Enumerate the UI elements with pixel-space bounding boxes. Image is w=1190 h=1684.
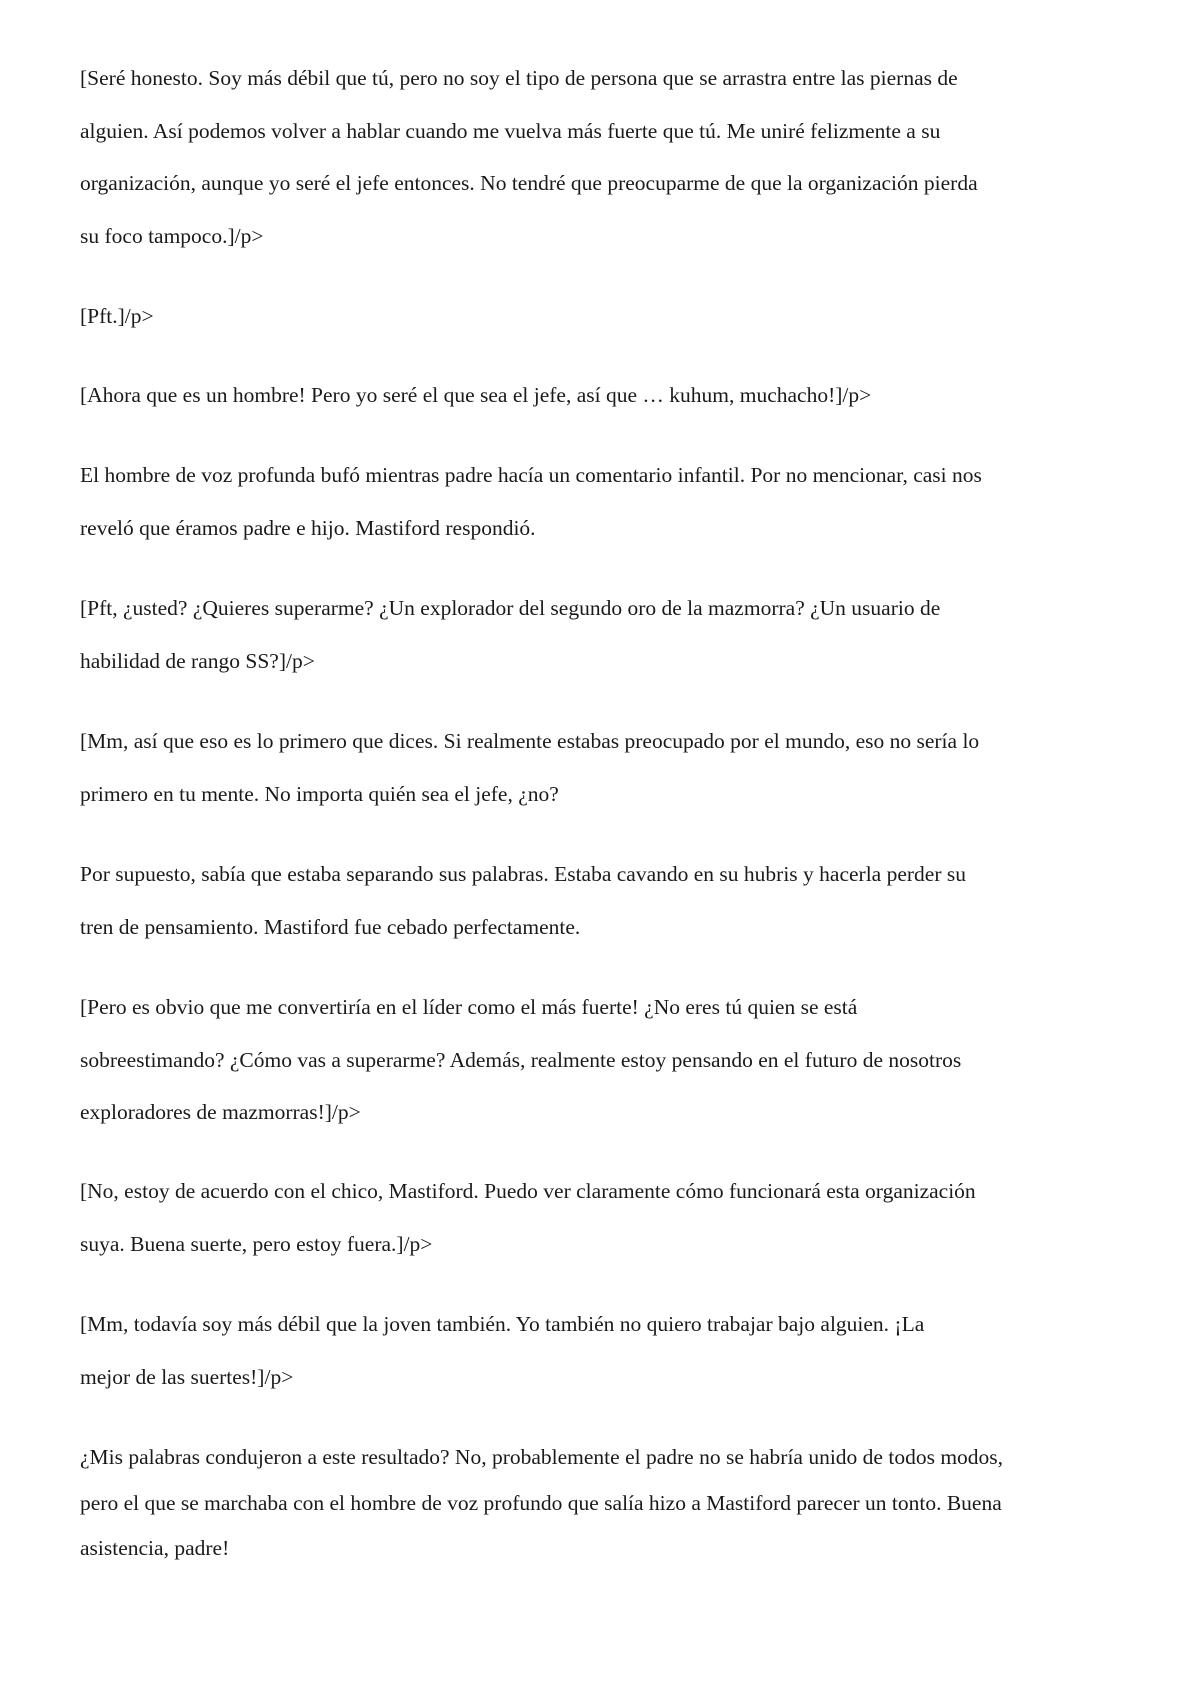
text-line: suya. Buena suerte, pero estoy fuera.]/p> [80,1231,433,1256]
text-line: exploradores de mazmorras!]/p> [80,1100,361,1124]
text-line: [Pft, ¿usted? ¿Quieres superarme? ¿Un explorador del segundo oro de la mazmorra? ¿Un usuario de [80,596,941,620]
text-line: [Seré honesto. Soy más débil que tú, pero no soy el tipo de persona que se arrastra entre las piernas de [80,66,958,90]
paragraph-11 [80,1435,1120,1572]
text-line: su foco tampoco.]/p> [80,223,264,248]
text-line: tren de pensamiento. Mastiford fue cebado perfectamente. [80,914,581,939]
paragraph-4 [80,449,1120,554]
text-line: alguien. Así podemos volver a hablar cuando me vuelva más fuerte que tú. Me uniré felizmente a su [80,118,941,143]
text-line: organización, aunque yo seré el jefe entonces. No tendré que preocuparme de que la organización pierda [80,171,978,195]
paragraph-5 [80,582,1120,687]
text-line: mejor de las suertes!]/p> [80,1364,294,1389]
paragraph-3 [80,369,1120,422]
paragraph-6 [80,715,1120,820]
text-line: [Pft.]/p> [80,304,154,328]
text-line: [Mm, todavía soy más débil que la joven también. Yo también no quiero trabajar bajo alguien. ¡La [80,1312,925,1336]
text-line: [Ahora que es un hombre! Pero yo seré el que sea el jefe, así que … kuhum, muchacho!]/p> [80,383,872,407]
text-line: reveló que éramos padre e hijo. Mastiford respondió. [80,515,536,540]
paragraph-9 [80,1165,1120,1270]
text-line: [No, estoy de acuerdo con el chico, Mastiford. Puedo ver claramente cómo funcionará esta organización [80,1179,976,1203]
text-line: ¿Mis palabras condujeron a este resultado? No, probablemente el padre no se habría unido de todos modos, [80,1445,1004,1469]
text-line: [Pero es obvio que me convertiría en el líder como el más fuerte! ¿No eres tú quien se está [80,995,858,1019]
paragraph-10 [80,1298,1120,1403]
text-line: sobreestimando? ¿Cómo vas a superarme? Además, realmente estoy pensando en el futuro de nosotros [80,1047,962,1072]
text-line: Por supuesto, sabía que estaba separando sus palabras. Estaba cavando en su hubris y hacerla perder su [80,862,966,886]
text-line: [Mm, así que eso es lo primero que dices. Si realmente estabas preocupado por el mundo, eso no sería lo [80,729,980,753]
paragraph-1 [80,52,1120,262]
text-line: asistencia, padre! [80,1536,230,1560]
paragraph-7 [80,848,1120,953]
text-line: primero en tu mente. No importa quién sea el jefe, ¿no? [80,781,559,806]
paragraph-8 [80,981,1120,1139]
text-line: El hombre de voz profunda bufó mientras padre hacía un comentario infantil. Por no mencionar, casi nos [80,463,982,487]
text-line: habilidad de rango SS?]/p> [80,648,315,673]
text-line: pero el que se marchaba con el hombre de voz profundo que salía hizo a Mastiford parecer un tonto. Buena [80,1490,1002,1515]
paragraph-2 [80,290,1120,343]
